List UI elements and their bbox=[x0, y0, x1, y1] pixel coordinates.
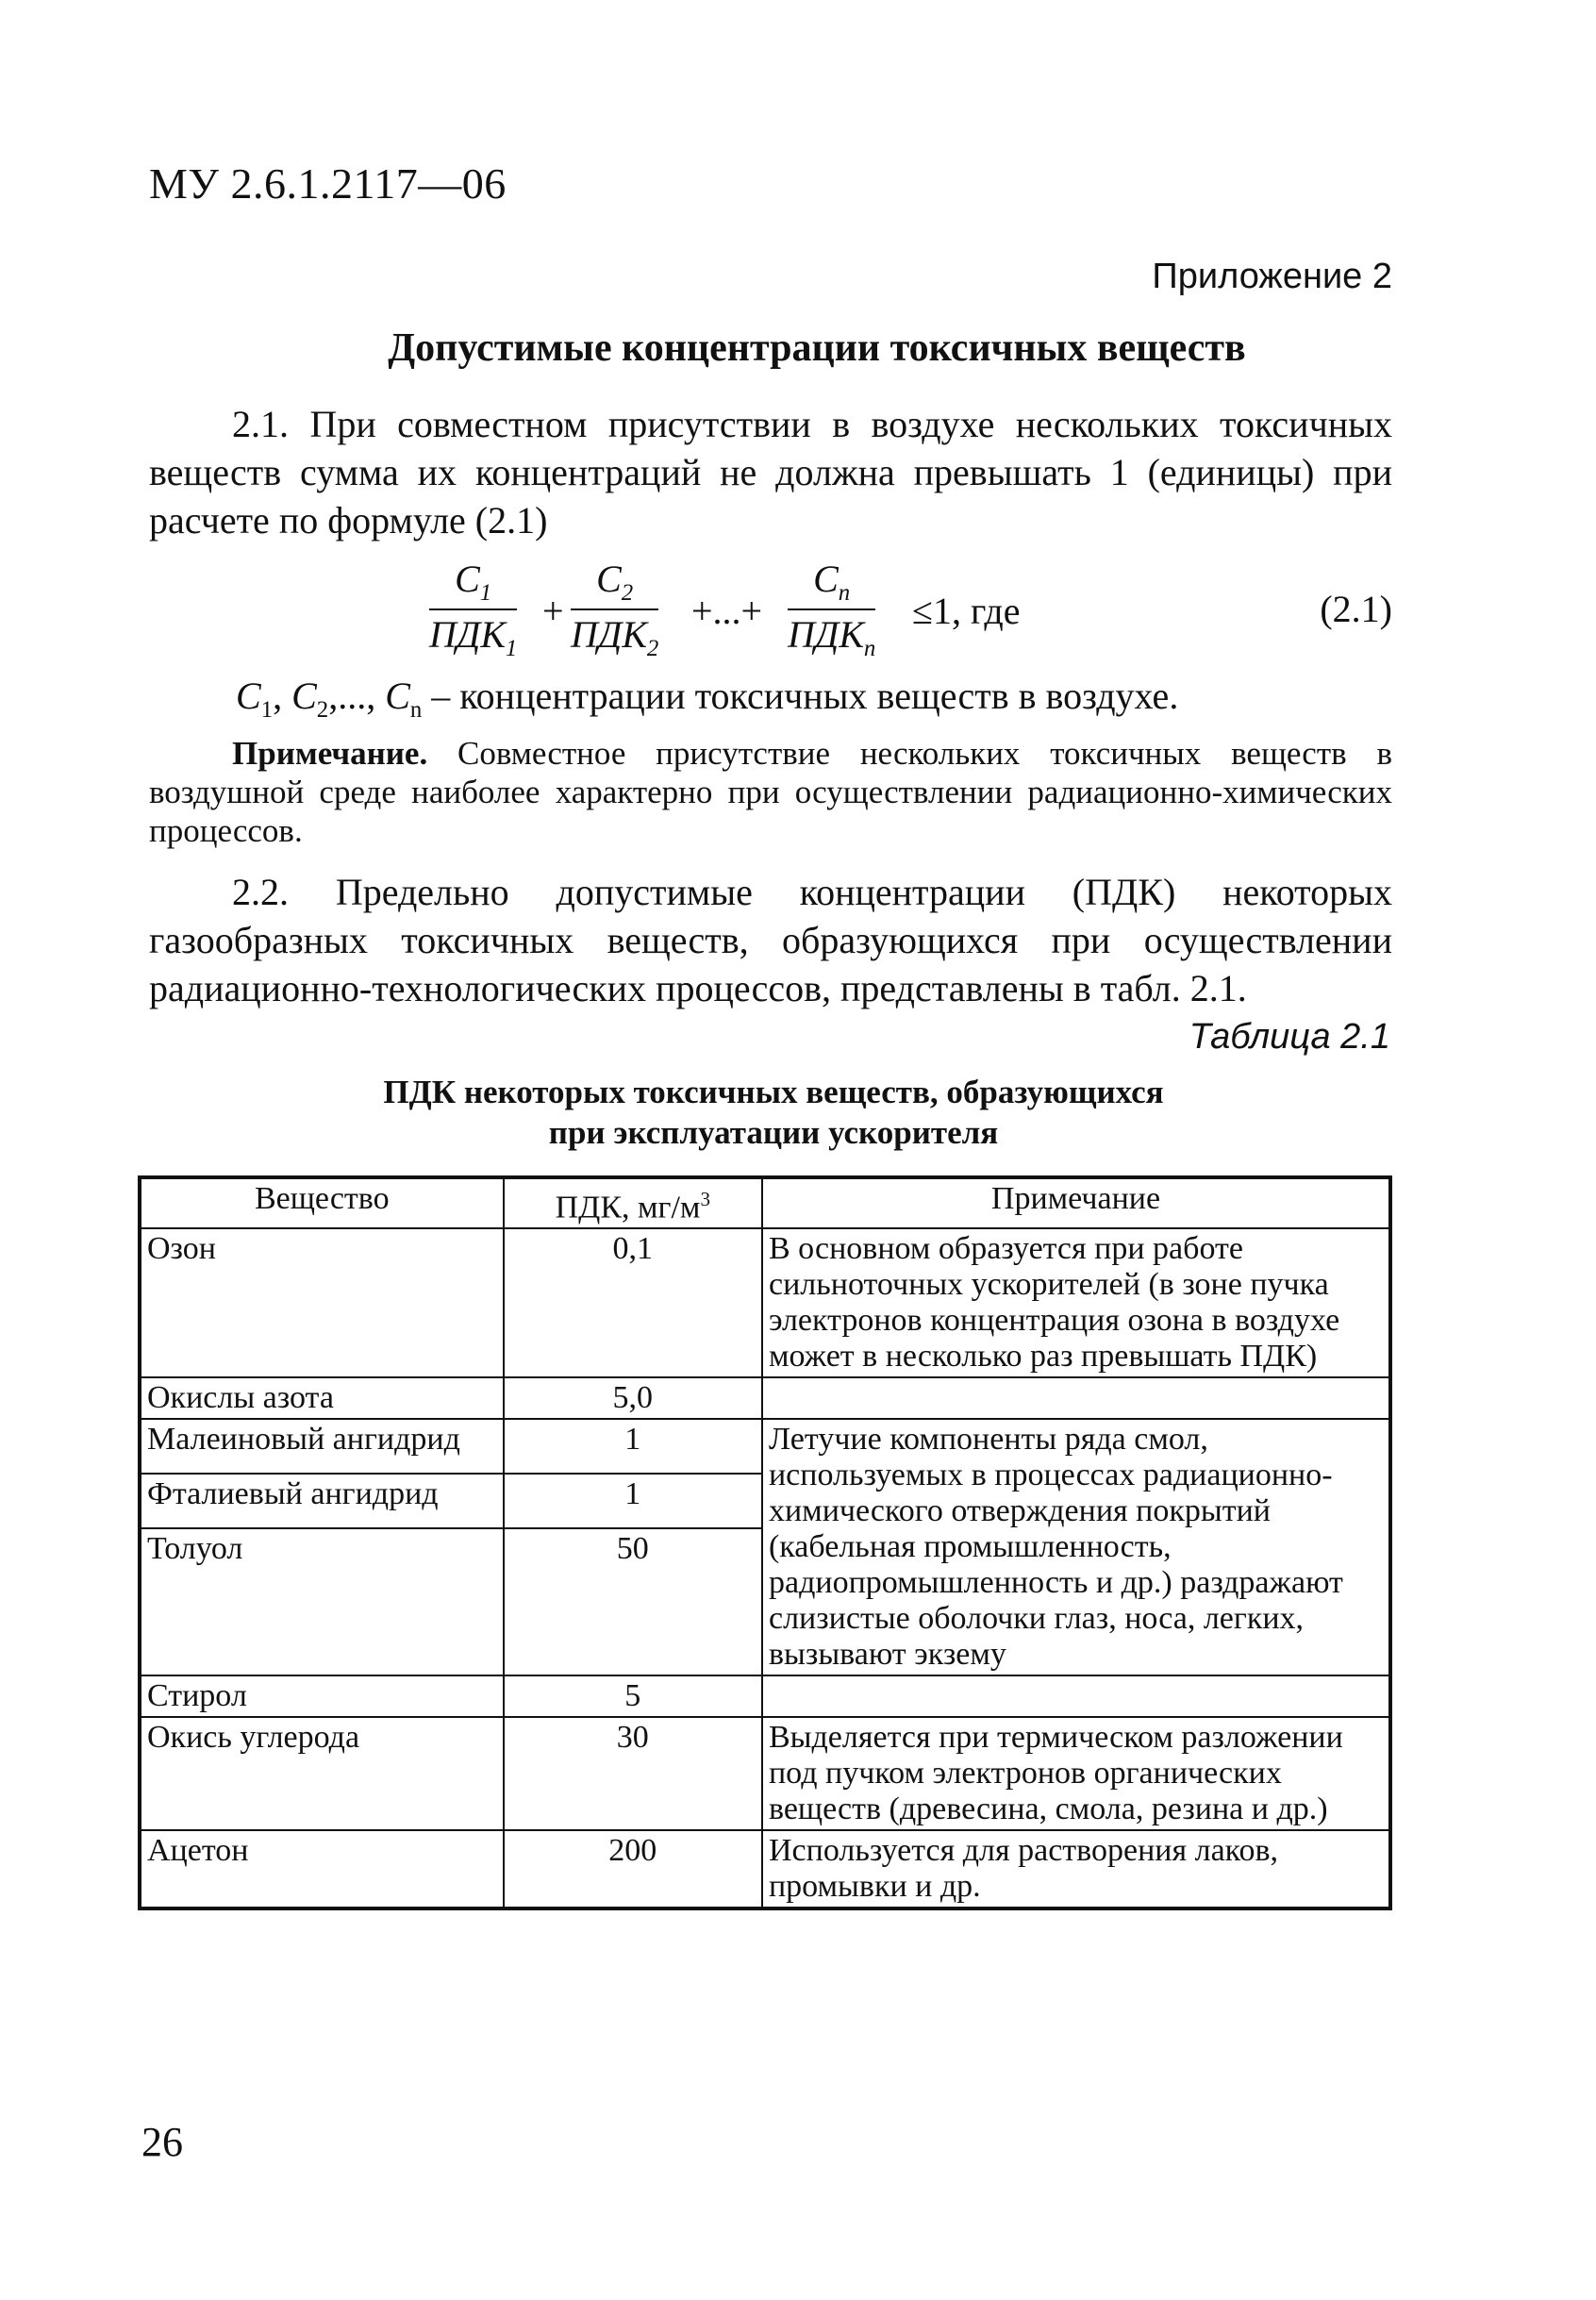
variables-definition: $C_1$, $C_2$,..., $C_n$ – концентрации токсичных веществ в воздухе. bbox=[236, 675, 1179, 723]
cell-pdk: 30 bbox=[504, 1717, 762, 1830]
cell-pdk: 200 bbox=[504, 1830, 762, 1908]
cell-substance: Фталиевый ангидрид bbox=[140, 1474, 504, 1528]
cell-pdk: 50 bbox=[504, 1528, 762, 1675]
formula-term-n: $C_n$ $ПДК_n$ bbox=[788, 558, 876, 661]
cell-pdk: 1 bbox=[504, 1419, 762, 1474]
cell-note bbox=[762, 1377, 1390, 1419]
cell-note-group: Летучие компоненты ряда смол, используемых в процессах радиационно-химического отверждения покрытий (кабельная промышленность, радиопромышленность и др.) раздражают слизистые оболочки глаз, носа, легких, вызывают экзему bbox=[762, 1419, 1390, 1675]
note-text: Совместное присутствие нескольких токсичных веществ в воздушной среде наиболее характерно при осуществлении радиационно-химических процессов. bbox=[149, 735, 1392, 849]
cell-note: Выделяется при термическом разложении под пучком электронов органических веществ (древесина, смола, резина и др.) bbox=[762, 1717, 1390, 1830]
cell-pdk: 5 bbox=[504, 1675, 762, 1717]
cell-note: Используется для растворения лаков, промывки и др. bbox=[762, 1830, 1390, 1908]
cell-substance: Малеиновый ангидрид bbox=[140, 1419, 504, 1474]
table-row bbox=[140, 1717, 1390, 1830]
cell-substance: Окислы азота bbox=[140, 1377, 504, 1419]
page-number: 26 bbox=[141, 2119, 183, 2165]
table-row bbox=[140, 1419, 1390, 1474]
pdk-table bbox=[138, 1175, 1392, 1910]
cell-pdk: 5,0 bbox=[504, 1377, 762, 1419]
cell-note: В основном образуется при работе сильноточных ускорителей (в зоне пучка электронов концентрация озона в воздухе может в несколько раз превышать ПДК) bbox=[762, 1228, 1390, 1377]
appendix-label: Приложение 2 bbox=[1152, 257, 1392, 296]
table-header-row bbox=[140, 1177, 1390, 1228]
formula-plus: + bbox=[542, 590, 564, 632]
cell-pdk: 0,1 bbox=[504, 1228, 762, 1377]
note bbox=[149, 734, 1392, 850]
table-row bbox=[140, 1830, 1390, 1908]
paragraph-2-2: 2.2. Предельно допустимые концентрации (ПДК) некоторых газообразных токсичных веществ, образующихся при осуществлении радиационно-технологических процессов, представлены в табл. 2.1. bbox=[149, 871, 1392, 1009]
paragraph-2-1: 2.1. При совместном присутствии в воздухе нескольких токсичных веществ сумма их концентраций не должна превышать 1 (единицы) при расчете по формуле (2.1) bbox=[149, 403, 1392, 542]
cell-substance: Стирол bbox=[140, 1675, 504, 1717]
header-substance: Вещество bbox=[140, 1177, 504, 1228]
header-pdk: ПДК, $мг/м^3$ bbox=[504, 1177, 762, 1228]
cell-pdk: 1 bbox=[504, 1474, 762, 1528]
note-label: Примечание. bbox=[232, 735, 428, 772]
table-row bbox=[140, 1377, 1390, 1419]
header-note: Примечание bbox=[762, 1177, 1390, 1228]
cell-substance: Ацетон bbox=[140, 1830, 504, 1908]
page-title: Допустимые концентрации токсичных веществ bbox=[388, 326, 1246, 370]
formula-term-2: $C_2$ $ПДК_2$ bbox=[571, 558, 659, 661]
cell-substance: Окись углерода bbox=[140, 1717, 504, 1830]
cell-substance: Озон bbox=[140, 1228, 504, 1377]
formula-2-1 bbox=[429, 557, 1089, 670]
cell-substance: Толуол bbox=[140, 1528, 504, 1675]
formula-term-1: $C_1$ $ПДК_1$ bbox=[429, 558, 518, 661]
cell-note bbox=[762, 1675, 1390, 1717]
table-number: Таблица 2.1 bbox=[1189, 1017, 1390, 1057]
document-code: МУ 2.6.1.2117—06 bbox=[149, 159, 507, 208]
table-row bbox=[140, 1675, 1390, 1717]
formula-ellipsis: +...+ bbox=[691, 590, 763, 632]
table-row bbox=[140, 1228, 1390, 1377]
formula-number: (2.1) bbox=[1320, 588, 1392, 630]
table-title: ПДК некоторых токсичных веществ, образующихся при эксплуатации ускорителя bbox=[383, 1074, 1164, 1151]
formula-tail: ≤1, где bbox=[912, 590, 1021, 632]
